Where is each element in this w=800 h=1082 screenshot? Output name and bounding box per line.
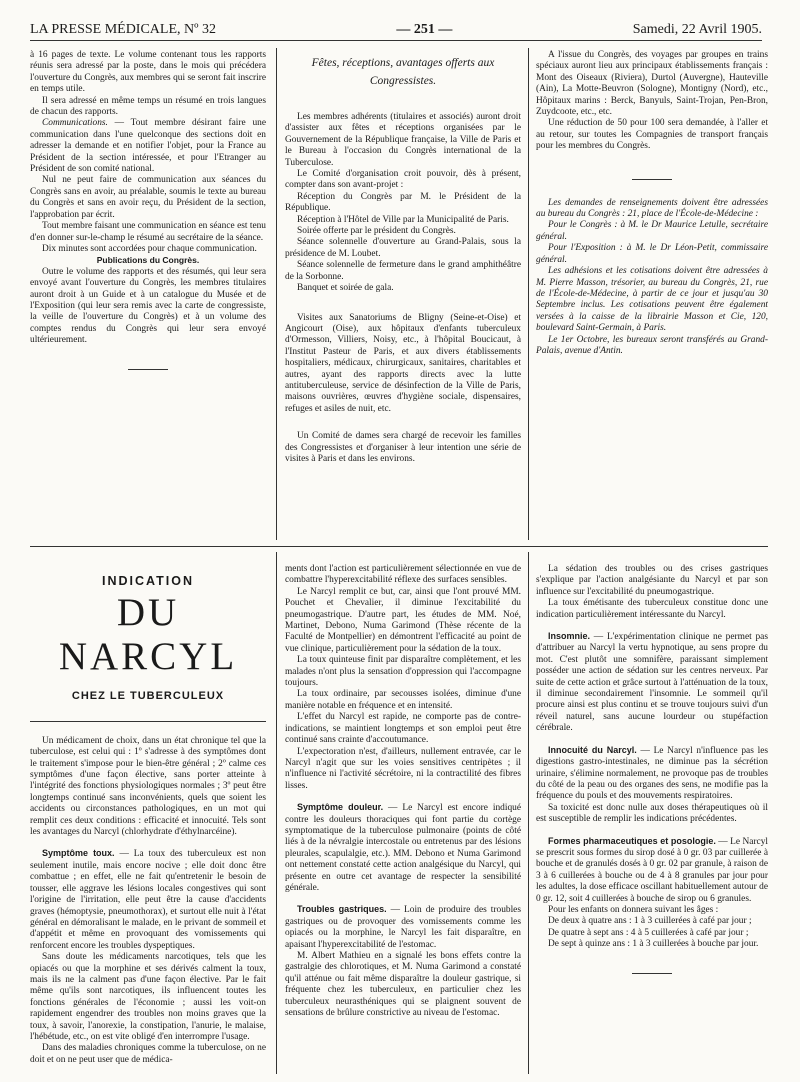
paragraph: Symptôme toux. — La toux des tuberculeux est non seulement inutile, mais encore nocive ; elle doit donc être combattue ; en effet, elle ne fait qu'entretenir le besoin de tousser, elle aggrave les lésions locales congestives qui sont l'origine de l'irritation, elle peut être la cause d'accidents graves (hémoptysie, pneumothorax), et surtout elle nuit à l'état général en démoralisant le malade, en le privant de sommeil et d'appétit et même en provoquant des vomissements qui renforcent encore les troubles dyspeptiques. bbox=[30, 848, 266, 951]
paragraph: ments dont l'action est particulièrement sélectionnée en vue de combattre l'hyperexcitabilité réflexe des surfaces sensibles. bbox=[285, 564, 521, 586]
ad-column-3 bbox=[536, 564, 768, 1074]
paragraph: Le 1er Octobre, les bureaux seront transférés au Grand-Palais, avenue d'Antin. bbox=[536, 334, 768, 356]
paragraph: Symptôme douleur. — Le Narcyl est encore indiqué contre les douleurs thoraciques qui font partie du cortège symptomatique de la tuberculose pulmonaire (points de côté liés à de la névralgie intercostale ou entretenus par des lésions pleurales, scapulalgie, etc.). MM. Debono et Numa Garimond ont nettement constaté cette action analgésique du Narcyl, qui présente en outre cet avantage de respecter la sensibilité générale. bbox=[285, 802, 521, 893]
paragraph: Nul ne peut faire de communication aux séances du Congrès sans en avoir, au préalable, soumis le texte au bureau du Congrès et sans en avoir reçu, du Président de la section, l'approbation par écrit. bbox=[30, 175, 266, 220]
top-column-2 bbox=[285, 48, 521, 540]
paragraph: Un médicament de choix, dans un état chronique tel que la tuberculose, est celui qui : 1º s'adresse à des symptômes dont le traitement s'impose pour le bien-être général ; 2º calme ces symptômes d'une façon élective, sans porter atteinte à l'intégrité des fonctions physiologiques normales ; 3º peut être longtemps continué sans inconvénients, quels que soient les accidents ou circonstances pathologiques, en un mot qui remplit ces deux conditions : efficacité et innocuité. Tels sont les avantages du Narcyl (chlorhydrate d'éthylnarcéine). bbox=[30, 735, 266, 838]
paragraph: à 16 pages de texte. Le volume contenant tous les rapports réunis sera adressé par la poste, dans le mois qui précédera l'ouverture du Congrès, aux membres qui se seront fait inscrire en temps utile. bbox=[30, 50, 266, 95]
paragraph: Le Narcyl remplit ce but, car, ainsi que l'ont prouvé MM. Pouchet et Chevalier, il diminue l'excitabilité du pneumogastrique. D'autre part, les études de MM. Noé, Martinet, Debono, Numa Garimond (Thèse récente de la Faculté de Montpellier) en démontrent l'efficacité au point de vue clinique, particulièrement pour la sédation de la toux. bbox=[285, 586, 521, 654]
dosage-line: De sept à quinze ans : 1 à 3 cuillerées à bouche par jour. bbox=[548, 939, 759, 950]
paragraph: Insomnie. — L'expérimentation clinique ne permet pas d'attribuer au Narcyl la vertu hypnotique, au sens propre du mot. C'est plutôt une somnifère, paraissant simplement posséder une action de sédation sur les centres nerveux. Par suite de cette action et grâce surtout à l'atténuation de la toux, il diminue secondairement l'insomnie. Le sommeil qu'il procure ainsi est plus continu et se trouve toujours suivi d'un réveil naturel, sans aucune lourdeur ou stupéfaction cérébrale. bbox=[536, 631, 768, 734]
paragraph: La toux quinteuse finit par disparaître complètement, et les malades n'ont plus la sensation d'oppression qui l'accompagne toujours. bbox=[285, 655, 521, 689]
paragraph: Il sera adressé en même temps un résumé en trois langues de chacun des rapports. bbox=[30, 95, 266, 118]
separator-rule bbox=[632, 179, 672, 180]
journal-title: LA PRESSE MÉDICALE, Nº 32 bbox=[30, 22, 216, 37]
paragraph: Le Comité d'organisation croit pouvoir, dès à présent, compter dans son avant-projet : bbox=[285, 169, 521, 191]
separator-rule bbox=[632, 973, 672, 974]
column-rule bbox=[528, 48, 529, 540]
title-rule bbox=[30, 721, 266, 722]
paragraph: La toux ordinaire, par secousses isolées, diminue d'une manière notable en fréquence et en intensité. bbox=[285, 689, 521, 711]
paragraph: Dix minutes sont accordées pour chaque communication. bbox=[42, 243, 257, 254]
paragraph: Une réduction de 50 pour 100 sera demandée, à l'aller et au retour, sur toutes les Compagnies de transport français pour les membres du Congrès. bbox=[536, 118, 768, 152]
page-header bbox=[30, 20, 762, 41]
section-divider bbox=[30, 546, 768, 547]
paragraph: M. Albert Mathieu en a signalé les bons effets contre la gastralgie des chlorotiques, et M. Numa Garimond a constaté qu'il atténue ou fait même disparaître la douleur gastrique, si fréquente chez les tuberculeux, en particulier chez les tuberculeux neurasthéniques qui se plaignent souvent de sensations de brûlure constrictive au niveau de l'estomac. bbox=[285, 951, 521, 1019]
paragraph: Pour l'Exposition : à M. le Dr Léon-Petit, commissaire général. bbox=[536, 243, 768, 265]
dosage-line: De quatre à sept ans : 4 à 5 cuillerées à café par jour ; bbox=[548, 927, 749, 938]
paragraph: Visites aux Sanatoriums de Bligny (Seine-et-Oise) et Angicourt (Oise), aux hôpitaux d'enfants tuberculeux d'Ormesson, Villiers, Noisy, etc., à l'hôpital Boucicaut, à l'Institut Pasteur de Paris, et aux divers établissements hospitaliers, médicaux, chirurgicaux, sanitaires, charitables et autres, ayant des rapports directs avec la lutte antituberculeuse, service de désinfection de la Ville de Paris, maisons ouvrières, œuvres d'hygiène sociale, dispensaires, refuges et asiles de nuit, etc. bbox=[285, 312, 521, 414]
paragraph: Sans doute les médicaments narcotiques, tels que les opiacés ou que la morphine et ses dérivés calment la toux, mais ils ne la calment pas d'une façon élective. Par le fait même qu'ils sont narcotiques, ils influencent toutes les fonctions générales de l'économie ; aussi les voit-on rapidement engendrer des troubles non moins graves que la toux, à savoir, l'anorexie, la constipation, l'anurie, le malaise, l'hébétude, etc., on est vite obligé d'en interrompre l'usage. bbox=[30, 952, 266, 1042]
run-in-heading: Troubles gastriques. bbox=[297, 904, 387, 915]
paragraph: Les demandes de renseignements doivent être adressées au bureau du Congrès : 21, place de l'École-de-Médecine : bbox=[536, 197, 768, 220]
column-rule bbox=[276, 48, 277, 540]
paragraph: Un Comité de dames sera chargé de recevoir les familles des Congressistes et d'organiser à leur intention une série de visites à Paris et dans les environs. bbox=[285, 431, 521, 464]
paragraph: L'effet du Narcyl est rapide, ne comporte pas de contre-indications, se maintient longtemps et son emploi peut être continué sans crainte d'accoutumance. bbox=[285, 712, 521, 746]
run-in-heading: Symptôme douleur. bbox=[297, 802, 384, 813]
paragraph: Pour le Congrès : à M. le Dr Maurice Letulle, secrétaire général. bbox=[536, 220, 768, 242]
paragraph: A l'issue du Congrès, des voyages par groupes en trains spéciaux auront lieu aux principaux établissements français : Mont des Oiseaux (Riviera), Durtol (Auvergne), Hauteville (Ain), La Motte-Beuvron (Sologne), Montigny (Nord), etc., Hôpitaux marins : Berck, Banyuls, Saint-Trojan, Pen-Bron, Zuydcoote, etc., etc. bbox=[536, 50, 768, 118]
top-column-3 bbox=[536, 50, 768, 540]
paragraph: Formes pharmaceutiques et posologie. — Le Narcyl se prescrit sous formes du sirop dosé à 0 gr. 03 par cuillerée à bouche et de granulés dosés à 0 gr. 02 par granule, à raison de 3 à 6 cuillerées à bouche ou de 4 à 8 granules par jour pour les adultes, la dose efficace oscillant habituellement autour de 0 gr. 12, soit 4 cuillerées à bouche de sirop ou 6 granules. bbox=[536, 835, 768, 904]
paragraph: Outre le volume des rapports et des résumés, qui leur sera envoyé avant l'ouverture du Congrès, les membres titulaires auront droit à un Guide et à un catalogue du Musée et de l'Exposition (qui leur sera remis avec la carte de congressiste, la veille de l'ouverture du Congrès) et à un volume des comptes rendus du Congrès qui leur sera envoyé ultérieurement. bbox=[30, 266, 266, 346]
ad-title-narcyl: DU NARCYL bbox=[58, 591, 238, 679]
issue-date: Samedi, 22 Avril 1905. bbox=[632, 22, 762, 37]
run-in-heading: Insomnie. bbox=[548, 631, 591, 642]
paragraph: L'expectoration n'est, d'ailleurs, nullement entravée, car le Narcyl n'agit que sur les voies sensitives centripètes ; il n'influence ni l'activité sécrétoire, ni la contractilité des fibres lisses. bbox=[285, 746, 521, 791]
run-in-heading: Formes pharmaceutiques et posologie. bbox=[548, 835, 716, 846]
paragraph: Innocuité du Narcyl. — Le Narcyl n'influence pas les digestions gastro-intestinales, ne diminue pas la sécrétion urinaire, s'élimine normalement, ne provoque pas de troubles du côté de la peau ou des organes des sens, ne modifie pas la fréquence du pouls et des mouvements respiratoires. bbox=[536, 744, 768, 802]
run-in-heading: Communications. bbox=[42, 118, 108, 129]
paragraph: Pour les enfants on donnera suivant les âges : bbox=[548, 904, 719, 915]
paragraph: Réception à l'Hôtel de Ville par la Municipalité de Paris. bbox=[297, 214, 509, 225]
page-number: — 251 — bbox=[396, 22, 453, 37]
paragraph: Les adhésions et les cotisations doivent être adressées à M. Pierre Masson, trésorier, au bureau du Congrès, 21, rue de l'École-de-Médecine, à partir de ce jour et jusqu'au 30 Septembre inclus. Les cotisations peuvent être également versées à la caisse de la librairie Masson et Cie, 120, boulevard Saint-Germain, à Paris. bbox=[536, 266, 768, 334]
paragraph: Les membres adhérents (titulaires et associés) auront droit d'assister aux fêtes et réceptions organisées par le Gouvernement de la République française, la Ville de Paris et le Bureau à l'occasion du Congrès international de la Tuberculose. bbox=[285, 112, 521, 168]
run-in-heading: Innocuité du Narcyl. bbox=[548, 744, 637, 755]
dosage-line: De deux à quatre ans : 1 à 3 cuillerées à café par jour ; bbox=[548, 916, 752, 927]
congress-notice bbox=[536, 198, 768, 358]
paragraph: Soirée offerte par le président du Congrès. bbox=[297, 226, 456, 237]
paragraph: Tout membre faisant une communication en séance est tenu d'en donner sur-le-champ le résumé au secrétaire de la séance. bbox=[30, 221, 266, 243]
paragraph: Réception du Congrès par M. le Président de la République. bbox=[285, 191, 521, 214]
ad-title-line-1: INDICATION bbox=[102, 574, 194, 588]
section-subtitle: Publications du Congrès. bbox=[96, 255, 200, 266]
paragraph: Séance solennelle de fermeture dans le grand amphithéâtre de la Sorbonne. bbox=[285, 260, 521, 282]
ad-column-2 bbox=[285, 564, 521, 1074]
paragraph: Communications. — Tout membre désirant faire une communication dans l'une quelconque des sections doit en adresser la demande et en notifier l'objet, pour la France au Président de la section intéressée, et pour l'Etranger au Président de son comité national. bbox=[30, 118, 266, 175]
column-rule bbox=[528, 552, 529, 1074]
top-column-1 bbox=[30, 50, 266, 540]
paragraph: Séance solennelle d'ouverture au Grand-Palais, sous la présidence de M. Loubet. bbox=[285, 237, 521, 259]
ad-subtitle: CHEZ LE TUBERCULEUX bbox=[71, 690, 225, 703]
paragraph: Sa toxicité est donc nulle aux doses thérapeutiques où il est susceptible de remplir les indications précédentes. bbox=[536, 802, 768, 825]
paragraph: La toux émétisante des tuberculeux constitue donc une indication particulièrement intéressante du Narcyl. bbox=[536, 598, 768, 620]
ad-column-1 bbox=[30, 552, 266, 1074]
paragraph: Banquet et soirée de gala. bbox=[297, 283, 394, 294]
column-rule bbox=[276, 552, 277, 1074]
section-title: Fêtes, réceptions, avantages offerts aux Congressistes. bbox=[311, 57, 495, 87]
paragraph: Troubles gastriques. — Loin de produire des troubles gastriques ou de provoquer des vomissements comme les opiacés ou la morphine, le Narcyl les fait disparaître, en apaisant l'hyperexcitabilité de l'estomac. bbox=[285, 904, 521, 950]
paragraph: La sédation des troubles ou des crises gastriques s'explique par l'action analgésiante du Narcyl et par son influence sur l'excitabilité du pneumogastrique. bbox=[536, 564, 768, 597]
separator-rule bbox=[128, 369, 168, 370]
run-in-heading: Symptôme toux. bbox=[42, 848, 115, 859]
paragraph: Dans des maladies chroniques comme la tuberculose, on ne doit et on ne peut user que de médica- bbox=[30, 1043, 266, 1065]
